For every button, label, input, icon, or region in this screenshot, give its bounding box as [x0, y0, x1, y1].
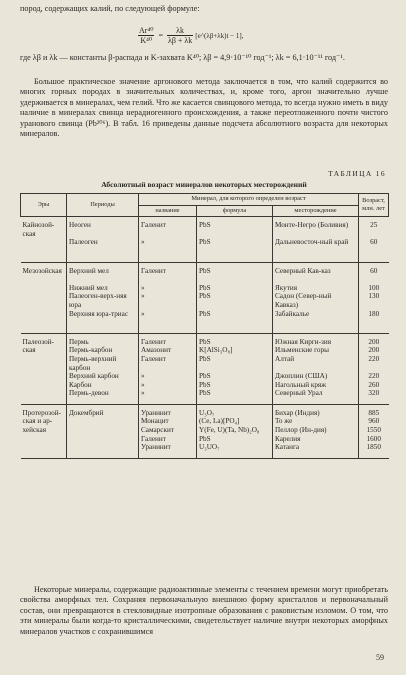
main-text — [20, 77, 388, 139]
formula-value: PbS — [199, 292, 211, 301]
header-period: Периоды — [67, 194, 139, 217]
intro-text — [20, 4, 388, 14]
location-cell — [273, 262, 359, 333]
header-mineral-group: Минерал, для которого определен возраст — [139, 194, 359, 206]
definition-text — [20, 53, 388, 63]
table-row — [21, 333, 389, 404]
age-value: 1600 — [366, 434, 381, 443]
era-label: Палеозой-ская — [22, 337, 54, 355]
location-value: Южная Кирги-зия — [275, 337, 331, 346]
mineral-name-value: » — [141, 309, 145, 318]
mineral-name-value: Монацит — [141, 417, 169, 426]
location-value: Алтай — [275, 354, 295, 363]
formula-lhs-denominator: K⁴⁰ — [140, 36, 153, 45]
era-label: Кайнозой-ская — [22, 221, 55, 238]
formula-value: PbS — [199, 309, 211, 318]
header-location: месторождение — [273, 205, 359, 217]
location-value: Якутия — [275, 283, 298, 292]
period-value — [69, 417, 136, 426]
mineral-name-value: Галенит — [141, 354, 166, 363]
age-value: 960 — [368, 417, 380, 426]
formula-rhs-numerator: λk — [167, 26, 193, 36]
age-value: 220 — [368, 372, 380, 381]
period-value: Верхний карбон — [69, 372, 119, 381]
location-value: Монте-Негро (Боливия) — [275, 221, 349, 230]
location-value: Ильменские горы — [275, 346, 329, 355]
age-value: 200 — [368, 346, 380, 355]
formula-rhs-denominator: λβ + λk — [167, 36, 193, 45]
age-value: 100 — [368, 283, 380, 292]
period-value: Карбон — [69, 380, 92, 389]
mineral-name-cell — [139, 333, 197, 404]
page-number: 59 — [376, 653, 384, 662]
mineral-name-value: » — [141, 380, 145, 389]
location-value: Пеллор (Ин-дия) — [275, 426, 327, 435]
mineral-name-value: Галенит — [141, 266, 166, 275]
formula-value: (Ce, La)[PO₄] — [199, 417, 240, 426]
era-label: Протерозой-ская и ар-хейская — [22, 408, 61, 435]
formula-value: U₃O₇ — [199, 408, 215, 417]
period-cell — [67, 262, 139, 333]
age-value: 1850 — [366, 443, 381, 452]
formula-equals: = — [158, 31, 163, 40]
location-cell — [273, 217, 359, 262]
header-age: Возраст, млн. лет — [359, 194, 389, 217]
age-cell — [359, 262, 389, 333]
mineral-name-value: Галенит — [141, 434, 166, 443]
period-value: Пермь-карбон — [69, 346, 113, 355]
formula-lhs — [138, 26, 154, 45]
formula-value: PbS — [199, 283, 211, 292]
period-cell — [67, 404, 139, 458]
location-value: Садон (Север-ный Кавказ) — [275, 292, 332, 309]
period-value: Палеоген-верх-няя юра — [69, 292, 127, 309]
location-cell — [273, 333, 359, 404]
age-cell — [359, 333, 389, 404]
formula-cell — [197, 262, 273, 333]
mineral-name-value: Галенит — [141, 337, 166, 346]
age-value: 1550 — [366, 426, 381, 435]
age-value: 260 — [368, 380, 380, 389]
table-row — [21, 262, 389, 333]
header-era: Эры — [21, 194, 67, 217]
period-value: Неоген — [69, 221, 91, 230]
age-table — [20, 193, 389, 459]
location-value: Дальневосточ-ный край — [275, 238, 349, 247]
location-value: То же — [275, 417, 293, 426]
bottom-text — [20, 585, 388, 637]
period-value: Докембрий — [69, 408, 104, 417]
mineral-name-value: » — [141, 372, 145, 381]
location-cell — [273, 404, 359, 458]
location-value: Джоплин (США) — [275, 372, 328, 381]
mineral-name-value: Уранинит — [141, 408, 171, 417]
period-value: Палеоген — [69, 238, 98, 247]
period-cell — [67, 217, 139, 262]
formula-value: PbS — [199, 354, 211, 363]
formula-value: K[AlSi₃O₈] — [199, 346, 233, 355]
mineral-name-value: Галенит — [141, 221, 166, 230]
formula-value: U₃UO₇ — [199, 443, 220, 452]
period-value — [69, 443, 136, 452]
location-value: Северный Урал — [275, 389, 323, 398]
formula-value: PbS — [199, 221, 211, 230]
period-cell — [67, 333, 139, 404]
era-cell — [21, 333, 67, 404]
mineral-name-value: Самарскит — [141, 426, 174, 435]
age-value: 220 — [368, 354, 380, 363]
age-value: 200 — [368, 337, 380, 346]
formula-value: PbS — [199, 434, 211, 443]
location-value: Северный Кав-каз — [275, 266, 331, 275]
location-value: Забайкалье — [275, 309, 310, 318]
formula-lhs-numerator: Ar⁴⁰ — [139, 26, 154, 35]
formula-value: PbS — [199, 238, 211, 247]
definition-paragraph: где λβ и λk — константы β-распада и K-захвата K⁴⁰; λβ = 4,9·10⁻¹⁰ год⁻¹; λk = 6,1·10⁻¹¹ год⁻¹. — [20, 53, 345, 62]
mineral-name-cell — [139, 404, 197, 458]
table-row — [21, 404, 389, 458]
formula-cell — [197, 404, 273, 458]
formula-value: PbS — [199, 380, 211, 389]
location-value: Катанга — [275, 443, 300, 452]
mineral-name-cell — [139, 217, 197, 262]
period-value — [69, 426, 136, 435]
formula-value: PbS — [199, 372, 211, 381]
header-name: название — [139, 205, 197, 217]
mineral-name-value: Уранинит — [141, 443, 171, 452]
header-formula: формула — [197, 205, 273, 217]
age-cell — [359, 404, 389, 458]
mineral-name-value: » — [141, 238, 145, 247]
table-body — [21, 217, 389, 459]
age-value: 60 — [370, 266, 378, 275]
table-caption: Абсолютный возраст минералов некоторых месторождений — [101, 180, 307, 189]
formula-cell — [197, 333, 273, 404]
period-value: Пермь — [69, 337, 89, 346]
age-cell — [359, 217, 389, 262]
era-cell — [21, 262, 67, 333]
era-label: Мезозойская — [22, 266, 62, 275]
location-value: Нагольный кряж — [275, 380, 327, 389]
formula-cell — [197, 217, 273, 262]
age-value: 885 — [368, 408, 380, 417]
formula-bracket: [e^(λβ+λk)t − 1], — [195, 31, 244, 40]
mineral-name-value: » — [141, 389, 145, 398]
table-number: ТАБЛИЦА 16 — [328, 169, 386, 178]
age-value: 130 — [368, 292, 380, 301]
mineral-name-value: » — [141, 283, 145, 292]
mineral-name-value: Амазонит — [141, 346, 172, 355]
formula-value: PbS — [199, 337, 211, 346]
age-value: 180 — [368, 309, 380, 318]
era-cell — [21, 404, 67, 458]
formula-rhs — [167, 26, 193, 45]
period-value: Нижний мел — [69, 283, 108, 292]
decay-formula — [138, 26, 243, 45]
period-value: Пермь-верхний карбон — [69, 354, 117, 372]
table-row — [21, 217, 389, 262]
intro-line: пород, содержащих калий, по следующей формуле: — [20, 4, 200, 13]
age-value: 320 — [368, 389, 380, 398]
age-value: 60 — [370, 238, 378, 247]
period-value: Верхняя юра-триас — [69, 309, 129, 318]
formula-value: Y(Fe, U)(Ta, Nb)₂O₈ — [199, 426, 260, 435]
formula-value: PbS — [199, 266, 211, 275]
location-value: Карелия — [275, 434, 301, 443]
main-paragraph: Большое практическое значение аргонового метода заключается в том, что калий содержится во многих горных породах в значительных количествах, и, кроме того, аргон значительно лучше удерживается в минералах, чем гелий. Что же касается свинцового метода, то всегда нужно иметь в виду наличие в минералах свинца нерадиогенного происхождения, а также переотложенного почти чистого уранового свинца (Pb²⁰⁶). В табл. 16 приведены данные подсчета абсолютного возраста для некоторых минералов. — [20, 77, 388, 139]
period-value: Пермь-девон — [69, 389, 109, 398]
period-value: Верхний мел — [69, 266, 109, 275]
bottom-paragraph: Некоторые минералы, содержащие радиоактивные элементы с течением времени могут приобретать свойства аморфных тел. Сохраняя первоначальную внешнюю форму кристаллов и первоначальный состав, они превращаются в стекловидные изотропные образования с раковистым изломом. О том, что эти минералы были когда-то кристаллическими, свидетельствует наличие внутри некоторых аморфных минералов участков с сохранившимся — [20, 585, 388, 636]
era-cell — [21, 217, 67, 262]
mineral-name-value: » — [141, 292, 145, 301]
formula-value: PbS — [199, 389, 211, 398]
age-value: 25 — [370, 221, 378, 230]
mineral-name-cell — [139, 262, 197, 333]
location-value: Бихар (Индия) — [275, 408, 320, 417]
period-value — [69, 435, 136, 444]
